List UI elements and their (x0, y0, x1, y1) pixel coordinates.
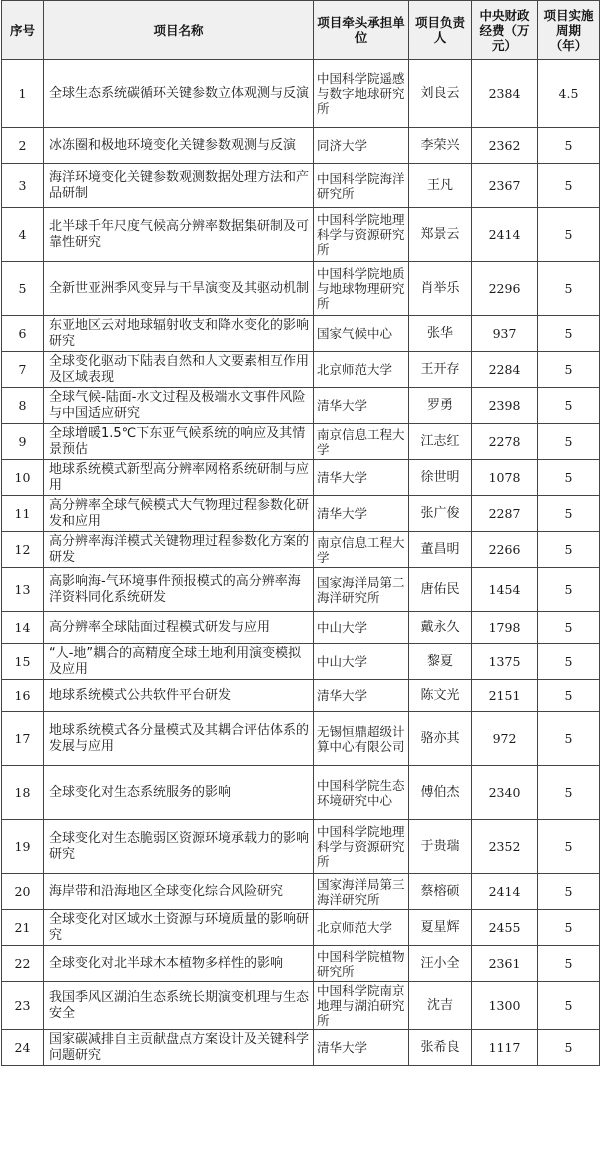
table-row (2, 164, 600, 208)
row-funds: 2151 (472, 680, 538, 712)
row-project-name: 全球变化对生态脆弱区资源环境承载力的影响研究 (44, 820, 314, 874)
row-project-name: 全球变化对生态系统服务的影响 (44, 766, 314, 820)
row-funds: 972 (472, 712, 538, 766)
row-period: 5 (538, 1030, 600, 1066)
row-funds: 2287 (472, 496, 538, 532)
row-lead-unit: 中国科学院生态环境研究中心 (314, 766, 409, 820)
row-period: 4.5 (538, 60, 600, 128)
row-lead-unit: 中国科学院南京地理与湖泊研究所 (314, 982, 409, 1030)
row-no: 16 (2, 680, 44, 712)
row-no: 12 (2, 532, 44, 568)
header-unit: 项目牵头承担单位 (314, 1, 409, 60)
row-period: 5 (538, 766, 600, 820)
row-project-leader: 骆亦其 (409, 712, 472, 766)
row-project-leader: 徐世明 (409, 460, 472, 496)
row-no: 19 (2, 820, 44, 874)
row-funds: 2340 (472, 766, 538, 820)
row-lead-unit: 北京师范大学 (314, 352, 409, 388)
row-project-leader: 王开存 (409, 352, 472, 388)
row-project-leader: 张希良 (409, 1030, 472, 1066)
row-period: 5 (538, 910, 600, 946)
row-period: 5 (538, 208, 600, 262)
row-project-name: 海岸带和沿海地区全球变化综合风险研究 (44, 874, 314, 910)
row-project-leader: 王凡 (409, 164, 472, 208)
row-funds: 2266 (472, 532, 538, 568)
table-row (2, 460, 600, 496)
row-lead-unit: 中国科学院地理科学与资源研究所 (314, 820, 409, 874)
row-project-name: 北半球千年尺度气候高分辨率数据集研制及可靠性研究 (44, 208, 314, 262)
row-period: 5 (538, 424, 600, 460)
row-funds: 2278 (472, 424, 538, 460)
row-project-leader: 沈吉 (409, 982, 472, 1030)
row-lead-unit: 中国科学院海洋研究所 (314, 164, 409, 208)
row-period: 5 (538, 712, 600, 766)
table-row (2, 388, 600, 424)
projects-table (1, 0, 600, 1066)
row-no: 14 (2, 612, 44, 644)
row-period: 5 (538, 568, 600, 612)
row-lead-unit: 南京信息工程大学 (314, 424, 409, 460)
row-project-name: 地球系统模式公共软件平台研发 (44, 680, 314, 712)
table-row (2, 910, 600, 946)
row-no: 13 (2, 568, 44, 612)
row-project-leader: 蔡榕硕 (409, 874, 472, 910)
row-project-name: 冰冻圈和极地环境变化关键参数观测与反演 (44, 128, 314, 164)
row-no: 24 (2, 1030, 44, 1066)
row-funds: 2362 (472, 128, 538, 164)
row-no: 6 (2, 316, 44, 352)
row-no: 23 (2, 982, 44, 1030)
row-project-name: 高分辨率海洋模式关键物理过程参数化方案的研发 (44, 532, 314, 568)
header-no: 序号 (2, 1, 44, 60)
row-no: 1 (2, 60, 44, 128)
row-project-leader: 张华 (409, 316, 472, 352)
table-row (2, 712, 600, 766)
row-lead-unit: 北京师范大学 (314, 910, 409, 946)
row-lead-unit: 国家海洋局第三海洋研究所 (314, 874, 409, 910)
table-header-row (2, 1, 600, 60)
row-funds: 1375 (472, 644, 538, 680)
row-no: 2 (2, 128, 44, 164)
row-funds: 2361 (472, 946, 538, 982)
table-row (2, 766, 600, 820)
row-period: 5 (538, 128, 600, 164)
row-project-leader: 刘良云 (409, 60, 472, 128)
row-period: 5 (538, 874, 600, 910)
row-project-name: 全球气候-陆面-水文过程及极端水文事件风险与中国适应研究 (44, 388, 314, 424)
row-project-leader: 傅伯杰 (409, 766, 472, 820)
row-no: 4 (2, 208, 44, 262)
table-row (2, 874, 600, 910)
row-period: 5 (538, 946, 600, 982)
row-no: 15 (2, 644, 44, 680)
row-funds: 1798 (472, 612, 538, 644)
header-person: 项目负责人 (409, 1, 472, 60)
row-project-name: 全球增暖1.5℃下东亚气候系统的响应及其情景预估 (44, 424, 314, 460)
row-period: 5 (538, 644, 600, 680)
row-project-leader: 汪小全 (409, 946, 472, 982)
row-funds: 937 (472, 316, 538, 352)
row-funds: 2398 (472, 388, 538, 424)
row-lead-unit: 同济大学 (314, 128, 409, 164)
row-no: 8 (2, 388, 44, 424)
row-lead-unit: 南京信息工程大学 (314, 532, 409, 568)
row-funds: 1300 (472, 982, 538, 1030)
row-project-name: 高影响海-气环境事件预报模式的高分辨率海洋资料同化系统研发 (44, 568, 314, 612)
row-no: 7 (2, 352, 44, 388)
row-project-leader: 唐佑民 (409, 568, 472, 612)
row-period: 5 (538, 388, 600, 424)
row-project-leader: 戴永久 (409, 612, 472, 644)
row-period: 5 (538, 820, 600, 874)
row-project-leader: 罗勇 (409, 388, 472, 424)
row-no: 21 (2, 910, 44, 946)
row-project-name: 地球系统模式各分量模式及其耦合评估体系的发展与应用 (44, 712, 314, 766)
row-project-name: 国家碳减排自主贡献盘点方案设计及关键科学问题研究 (44, 1030, 314, 1066)
row-period: 5 (538, 460, 600, 496)
row-project-leader: 李荣兴 (409, 128, 472, 164)
row-project-leader: 张广俊 (409, 496, 472, 532)
row-no: 20 (2, 874, 44, 910)
row-period: 5 (538, 316, 600, 352)
table-row (2, 316, 600, 352)
row-funds: 1117 (472, 1030, 538, 1066)
row-no: 5 (2, 262, 44, 316)
row-period: 5 (538, 532, 600, 568)
row-project-name: 全新世亚洲季风变异与干旱演变及其驱动机制 (44, 262, 314, 316)
header-name: 项目名称 (44, 1, 314, 60)
row-lead-unit: 无锡恒鼎超级计算中心有限公司 (314, 712, 409, 766)
row-no: 10 (2, 460, 44, 496)
row-funds: 1078 (472, 460, 538, 496)
table-row (2, 644, 600, 680)
row-project-name: 全球变化驱动下陆表自然和人文要素相互作用及区域表现 (44, 352, 314, 388)
row-project-name: 高分辨率全球气候模式大气物理过程参数化研发和应用 (44, 496, 314, 532)
table-row (2, 982, 600, 1030)
table-row (2, 680, 600, 712)
row-period: 5 (538, 164, 600, 208)
row-no: 18 (2, 766, 44, 820)
row-project-name: “人-地”耦合的高精度全球土地利用演变模拟及应用 (44, 644, 314, 680)
table-row (2, 496, 600, 532)
row-funds: 2384 (472, 60, 538, 128)
table-row (2, 208, 600, 262)
row-project-leader: 于贵瑞 (409, 820, 472, 874)
table-row (2, 568, 600, 612)
table-row (2, 262, 600, 316)
row-project-leader: 江志红 (409, 424, 472, 460)
row-no: 3 (2, 164, 44, 208)
row-project-leader: 董昌明 (409, 532, 472, 568)
table-row (2, 820, 600, 874)
row-project-name: 地球系统模式新型高分辨率网格系统研制与应用 (44, 460, 314, 496)
row-project-name: 我国季风区湖泊生态系统长期演变机理与生态安全 (44, 982, 314, 1030)
row-no: 17 (2, 712, 44, 766)
table-row (2, 352, 600, 388)
row-lead-unit: 清华大学 (314, 680, 409, 712)
row-funds: 2352 (472, 820, 538, 874)
row-no: 9 (2, 424, 44, 460)
row-project-name: 全球变化对区域水土资源与环境质量的影响研究 (44, 910, 314, 946)
table-row (2, 946, 600, 982)
row-funds: 2414 (472, 208, 538, 262)
row-project-leader: 肖举乐 (409, 262, 472, 316)
table-row (2, 424, 600, 460)
header-period: 项目实施周期（年） (538, 1, 600, 60)
row-lead-unit: 中国科学院地质与地球物理研究所 (314, 262, 409, 316)
row-lead-unit: 国家气候中心 (314, 316, 409, 352)
row-project-leader: 陈文光 (409, 680, 472, 712)
table-row (2, 532, 600, 568)
row-funds: 1454 (472, 568, 538, 612)
row-project-name: 全球变化对北半球木本植物多样性的影响 (44, 946, 314, 982)
row-no: 11 (2, 496, 44, 532)
row-period: 5 (538, 352, 600, 388)
row-period: 5 (538, 612, 600, 644)
row-lead-unit: 中山大学 (314, 644, 409, 680)
header-funds: 中央财政经费（万元） (472, 1, 538, 60)
row-lead-unit: 中山大学 (314, 612, 409, 644)
row-funds: 2455 (472, 910, 538, 946)
row-lead-unit: 清华大学 (314, 388, 409, 424)
row-funds: 2367 (472, 164, 538, 208)
table-row (2, 128, 600, 164)
table-row (2, 60, 600, 128)
row-project-name: 全球生态系统碳循环关键参数立体观测与反演 (44, 60, 314, 128)
row-period: 5 (538, 680, 600, 712)
row-funds: 2296 (472, 262, 538, 316)
row-lead-unit: 国家海洋局第二海洋研究所 (314, 568, 409, 612)
row-period: 5 (538, 496, 600, 532)
row-period: 5 (538, 262, 600, 316)
row-project-leader: 郑景云 (409, 208, 472, 262)
row-period: 5 (538, 982, 600, 1030)
row-project-leader: 黎夏 (409, 644, 472, 680)
row-no: 22 (2, 946, 44, 982)
row-project-leader: 夏星辉 (409, 910, 472, 946)
row-lead-unit: 中国科学院地理科学与资源研究所 (314, 208, 409, 262)
row-lead-unit: 清华大学 (314, 496, 409, 532)
row-project-name: 海洋环境变化关键参数观测数据处理方法和产品研制 (44, 164, 314, 208)
table-row (2, 612, 600, 644)
row-project-name: 高分辨率全球陆面过程模式研发与应用 (44, 612, 314, 644)
row-lead-unit: 中国科学院遥感与数字地球研究所 (314, 60, 409, 128)
row-lead-unit: 中国科学院植物研究所 (314, 946, 409, 982)
row-lead-unit: 清华大学 (314, 1030, 409, 1066)
row-project-name: 东亚地区云对地球辐射收支和降水变化的影响研究 (44, 316, 314, 352)
row-funds: 2414 (472, 874, 538, 910)
row-funds: 2284 (472, 352, 538, 388)
table-row (2, 1030, 600, 1066)
row-lead-unit: 清华大学 (314, 460, 409, 496)
